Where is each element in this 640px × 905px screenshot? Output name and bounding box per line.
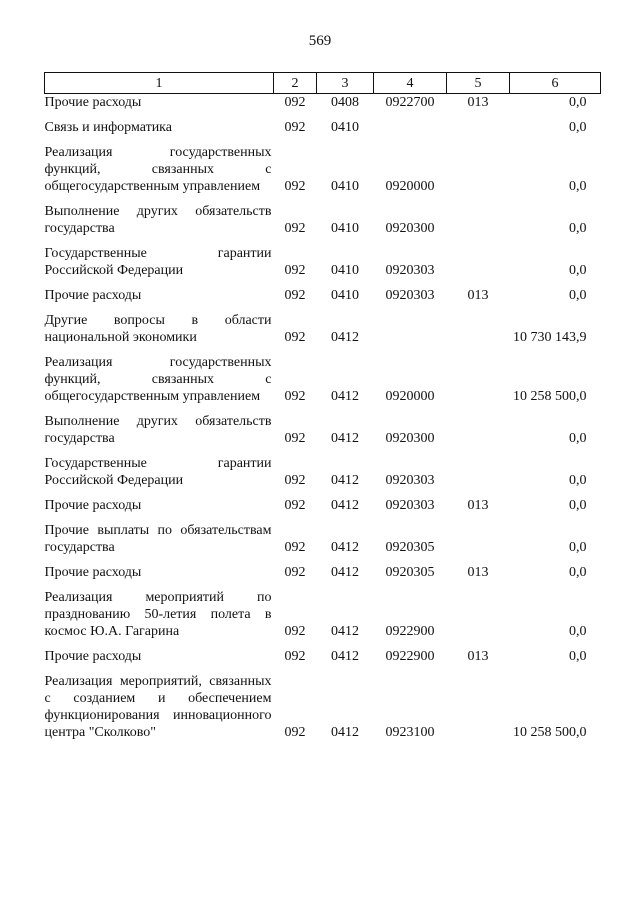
row-name: Реализация мероприятий по празднованию 50-летия полета в космос Ю.А. Гагарина xyxy=(44,590,272,639)
row-amount: 0,0 xyxy=(569,473,587,488)
row-section-code: 0412 xyxy=(331,498,359,513)
row-expense-type xyxy=(447,413,510,455)
row-ministry-code: 092 xyxy=(284,498,306,513)
table-body xyxy=(45,94,601,750)
row-section-code: 0412 xyxy=(331,565,359,580)
row-expense-type xyxy=(447,312,510,354)
row-ministry-code: 092 xyxy=(284,95,306,110)
row-ministry-code: 092 xyxy=(284,288,306,303)
row-name: Реализация государственных функций, связанных с общегосударственным управлением xyxy=(44,355,272,404)
table-row xyxy=(45,94,601,120)
table-row xyxy=(45,354,601,413)
table-row xyxy=(45,589,601,648)
header-col-5: 5 xyxy=(447,73,510,94)
row-name: Прочие расходы xyxy=(44,95,142,110)
row-amount: 0,0 xyxy=(569,624,587,639)
table-row xyxy=(45,245,601,287)
row-target-code: 0920000 xyxy=(385,389,435,404)
row-name: Прочие расходы xyxy=(44,649,142,664)
budget-table xyxy=(44,72,601,749)
row-amount: 10 258 500,0 xyxy=(513,725,587,740)
row-section-code: 0412 xyxy=(331,725,359,740)
row-target-code: 0922900 xyxy=(385,624,435,639)
row-ministry-code: 092 xyxy=(284,649,306,664)
row-target-code: 0920303 xyxy=(385,498,435,513)
row-target-code: 0920300 xyxy=(385,221,435,236)
row-amount: 0,0 xyxy=(569,95,587,110)
row-amount: 0,0 xyxy=(569,498,587,513)
row-expense-type: 013 xyxy=(467,95,489,110)
row-amount: 0,0 xyxy=(569,263,587,278)
row-target-code xyxy=(374,312,447,354)
row-ministry-code: 092 xyxy=(284,120,306,135)
row-section-code: 0410 xyxy=(331,120,359,135)
row-section-code: 0412 xyxy=(331,649,359,664)
row-expense-type xyxy=(447,522,510,564)
row-ministry-code: 092 xyxy=(284,389,306,404)
table-row xyxy=(45,144,601,203)
row-name: Государственные гарантии Российской Федерации xyxy=(44,456,272,488)
row-name: Другие вопросы в области национальной экономики xyxy=(44,313,272,345)
row-expense-type xyxy=(447,245,510,287)
row-section-code: 0412 xyxy=(331,330,359,345)
row-name: Выполнение других обязательств государства xyxy=(44,414,272,446)
row-ministry-code: 092 xyxy=(284,624,306,639)
row-expense-type xyxy=(447,144,510,203)
table-row xyxy=(45,455,601,497)
row-ministry-code: 092 xyxy=(284,473,306,488)
row-target-code: 0920000 xyxy=(385,179,435,194)
header-col-1: 1 xyxy=(45,73,274,94)
row-section-code: 0410 xyxy=(331,179,359,194)
row-amount: 0,0 xyxy=(569,221,587,236)
table-row xyxy=(45,648,601,673)
header-col-4: 4 xyxy=(374,73,447,94)
table-row xyxy=(45,203,601,245)
header-col-2: 2 xyxy=(274,73,317,94)
row-name: Выполнение других обязательств государства xyxy=(44,204,272,236)
row-section-code: 0412 xyxy=(331,431,359,446)
row-amount: 0,0 xyxy=(569,540,587,555)
row-ministry-code: 092 xyxy=(284,179,306,194)
table-row xyxy=(45,119,601,144)
table-row xyxy=(45,673,601,749)
row-name: Прочие выплаты по обязательствам государства xyxy=(44,523,272,555)
row-amount: 0,0 xyxy=(569,649,587,664)
row-expense-type xyxy=(447,119,510,144)
table-row xyxy=(45,287,601,312)
row-name: Прочие расходы xyxy=(44,565,142,580)
row-target-code: 0920300 xyxy=(385,431,435,446)
row-section-code: 0408 xyxy=(331,95,359,110)
row-target-code: 0920305 xyxy=(385,565,435,580)
row-target-code: 0922700 xyxy=(385,95,435,110)
row-amount: 0,0 xyxy=(569,431,587,446)
table-row xyxy=(45,564,601,589)
row-name: Связь и информатика xyxy=(44,120,172,135)
row-target-code: 0923100 xyxy=(385,725,435,740)
header-row xyxy=(45,73,601,94)
row-section-code: 0410 xyxy=(331,221,359,236)
row-expense-type xyxy=(447,455,510,497)
row-expense-type: 013 xyxy=(467,498,489,513)
row-target-code xyxy=(374,119,447,144)
row-amount: 0,0 xyxy=(569,565,587,580)
row-target-code: 0922900 xyxy=(385,649,435,664)
row-name: Прочие расходы xyxy=(44,288,142,303)
row-amount: 10 730 143,9 xyxy=(513,330,587,345)
row-amount: 0,0 xyxy=(569,120,587,135)
row-ministry-code: 092 xyxy=(284,221,306,236)
row-expense-type xyxy=(447,589,510,648)
table-row xyxy=(45,522,601,564)
table-row xyxy=(45,497,601,522)
row-target-code: 0920303 xyxy=(385,263,435,278)
row-target-code: 0920303 xyxy=(385,288,435,303)
row-section-code: 0412 xyxy=(331,389,359,404)
row-expense-type: 013 xyxy=(467,649,489,664)
row-amount: 0,0 xyxy=(569,179,587,194)
page-number: 569 xyxy=(308,33,332,49)
table-row xyxy=(45,413,601,455)
row-section-code: 0410 xyxy=(331,263,359,278)
row-name: Государственные гарантии Российской Федерации xyxy=(44,246,272,278)
row-expense-type xyxy=(447,203,510,245)
row-ministry-code: 092 xyxy=(284,431,306,446)
row-target-code: 0920305 xyxy=(385,540,435,555)
row-name: Прочие расходы xyxy=(44,498,142,513)
row-name: Реализация мероприятий, связанных с созданием и обеспечением функционирования инновационного центра "Сколково" xyxy=(44,674,272,740)
row-expense-type: 013 xyxy=(467,565,489,580)
header-col-3: 3 xyxy=(317,73,374,94)
row-ministry-code: 092 xyxy=(284,263,306,278)
row-target-code: 0920303 xyxy=(385,473,435,488)
row-ministry-code: 092 xyxy=(284,540,306,555)
table-row xyxy=(45,312,601,354)
row-expense-type xyxy=(447,673,510,749)
row-amount: 10 258 500,0 xyxy=(513,389,587,404)
row-ministry-code: 092 xyxy=(284,725,306,740)
row-ministry-code: 092 xyxy=(284,565,306,580)
row-section-code: 0412 xyxy=(331,540,359,555)
row-section-code: 0412 xyxy=(331,624,359,639)
row-expense-type: 013 xyxy=(467,288,489,303)
row-section-code: 0412 xyxy=(331,473,359,488)
row-name: Реализация государственных функций, связанных с общегосударственным управлением xyxy=(44,145,272,194)
row-section-code: 0410 xyxy=(331,288,359,303)
row-amount: 0,0 xyxy=(569,288,587,303)
row-expense-type xyxy=(447,354,510,413)
header-col-6: 6 xyxy=(510,73,601,94)
row-ministry-code: 092 xyxy=(284,330,306,345)
table-header xyxy=(45,73,601,94)
